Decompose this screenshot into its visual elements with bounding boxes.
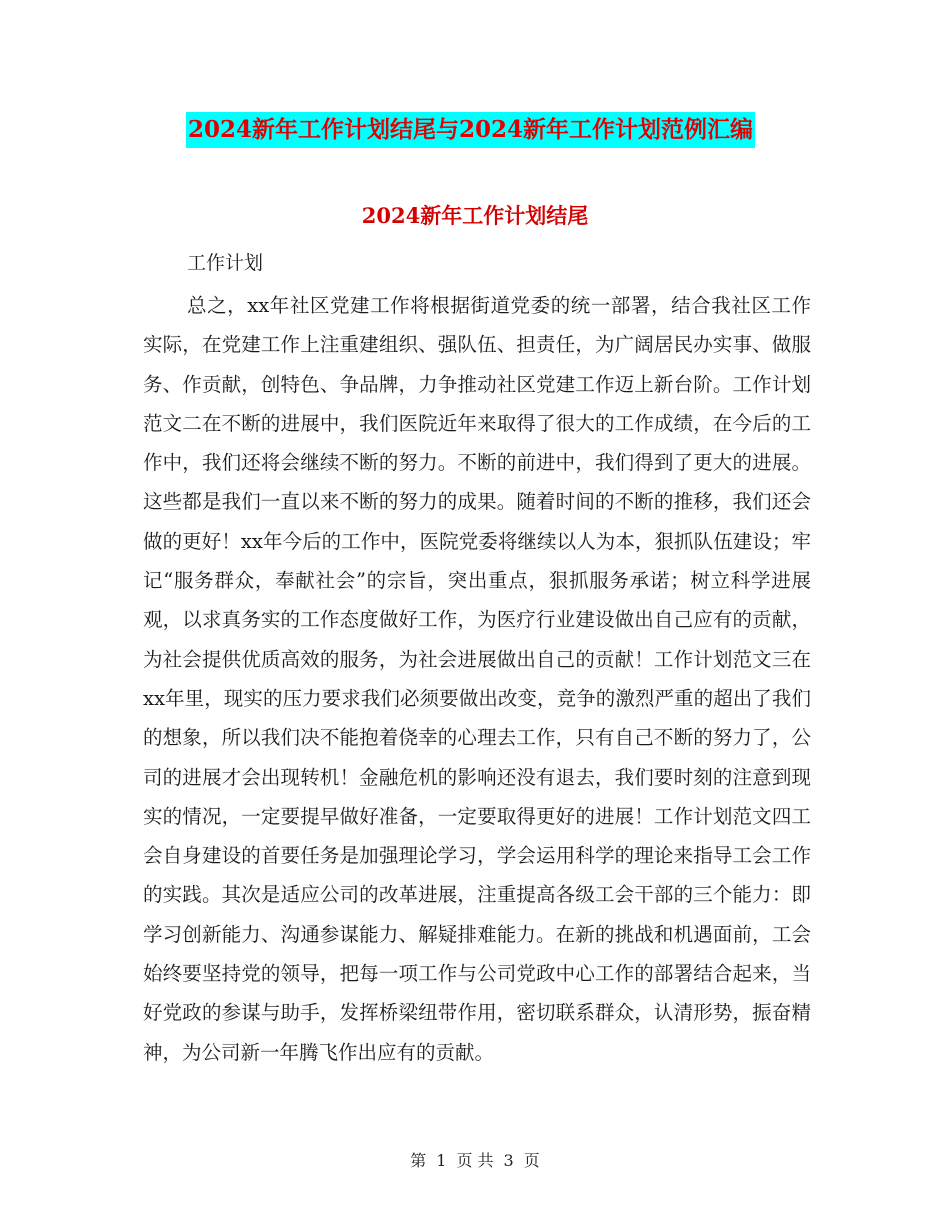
footer-prefix: 第 — [410, 1151, 427, 1170]
footer-middle: 页 共 — [456, 1151, 494, 1170]
section-label: 工作计划 — [187, 252, 264, 274]
body-text — [143, 286, 811, 1072]
footer-total-pages: 3 — [503, 1151, 514, 1170]
body-paragraph: 总之，xx年社区党建工作将根据街道党委的统一部署，结合我社区工作实际，在党建工作上注重建组织、强队伍、担责任，为广阔居民办实事、做服务、作贡献，创特色、争品牌，力争推动社区党建工作迈上新台阶。工作计划范文二在不断的进展中，我们医院近年来取得了很大的工作成绩，在今后的工作中，我们还将会继续不断的努力。不断的前进中，我们得到了更大的进展。这些都是我们一直以来不断的努力的成果。随着时间的不断的推移，我们还会做的更好！xx年今后的工作中，医院党委将继续以人为本，狠抓队伍建设；牢记“服务群众，奉献社会”的宗旨，突出重点，狠抓服务承诺；树立科学进展观，以求真务实的工作态度做好工作，为医疗行业建设做出自己应有的贡献，为社会提供优质高效的服务，为社会进展做出自己的贡献！工作计划范文三在xx年里，现实的压力要求我们必须要做出改变，竞争的激烈严重的超出了我们的想象，所以我们决不能抱着侥幸的心理去工作，只有自己不断的努力了，公司的进展才会出现转机！金融危机的影响还没有退去，我们要时刻的注意到现实的情况，一定要提早做好准备，一定要取得更好的进展！工作计划范文四工会自身建设的首要任务是加强理论学习，学会运用科学的理论来指导工会工作的实践。其次是适应公司的改革进展，注重提高各级工会干部的三个能力：即学习创新能力、沟通参谋能力、解疑排难能力。在新的挑战和机遇面前，工会始终要坚持党的领导，把每一项工作与公司党政中心工作的部署结合起来，当好党政的参谋与助手，发挥桥梁纽带作用，密切联系群众，认清形势，振奋精神，为公司新一年腾飞作出应有的贡献。 — [143, 294, 811, 1064]
page-footer — [0, 1150, 950, 1172]
document-title: 2024新年工作计划结尾与2024新年工作计划范例汇编 — [186, 112, 755, 148]
footer-current-page: 1 — [436, 1151, 447, 1170]
section-title: 2024新年工作计划结尾 — [361, 203, 589, 228]
footer-suffix: 页 — [523, 1151, 540, 1170]
